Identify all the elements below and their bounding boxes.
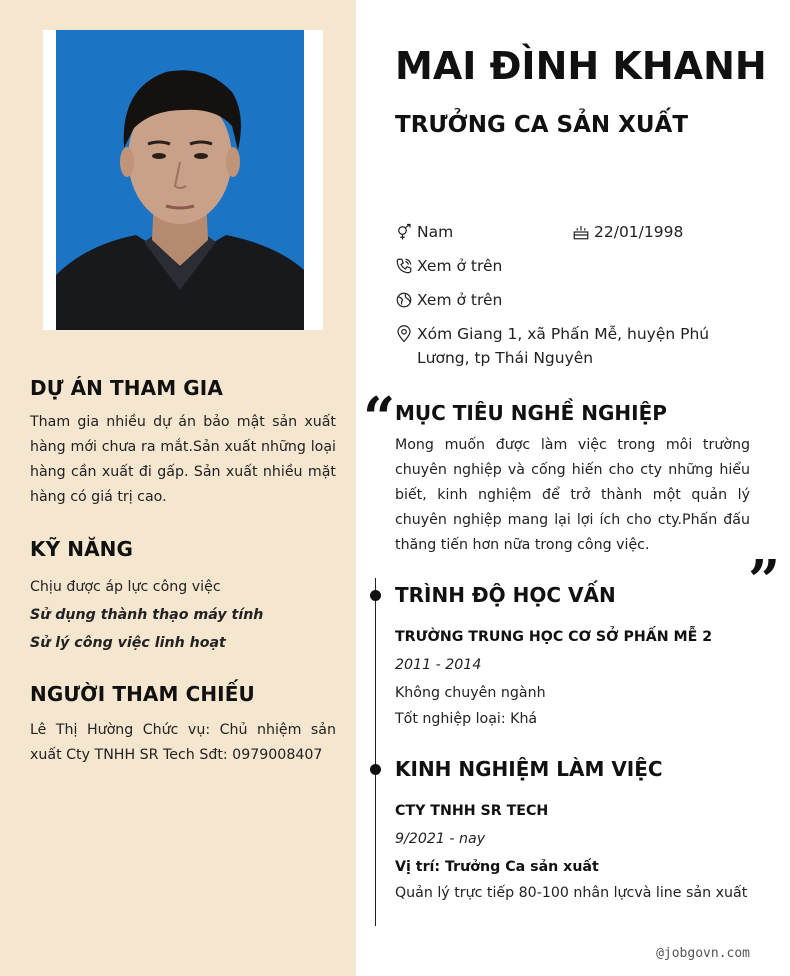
education-major: Không chuyên ngành <box>395 685 546 701</box>
birthdate-value: 22/01/1998 <box>594 223 684 241</box>
watermark: @jobgovn.com <box>656 946 750 961</box>
candidate-role: TRƯỞNG CA SẢN XUẤT <box>395 112 689 138</box>
candidate-name: MAI ĐÌNH KHANH <box>395 44 767 88</box>
globe-icon <box>395 288 417 312</box>
experience-description: Quản lý trực tiếp 80-100 nhân lựcvà line sản xuất <box>395 885 748 901</box>
email-info <box>395 288 502 312</box>
email-value: Xem ở trên <box>417 291 503 309</box>
education-school: TRƯỜNG TRUNG HỌC CƠ SỞ PHẤN MỄ 2 <box>395 629 713 645</box>
skills-section <box>30 537 336 657</box>
right-column <box>356 0 790 976</box>
education-title: TRÌNH ĐỘ HỌC VẤN <box>395 583 616 607</box>
education-grade: Tốt nghiệp loại: Khá <box>395 711 538 727</box>
profile-photo-frame <box>43 30 323 330</box>
gender-info <box>395 220 453 244</box>
projects-title: DỰ ÁN THAM GIA <box>30 376 223 400</box>
phone-value: Xem ở trên <box>417 257 503 275</box>
address-info <box>395 322 709 370</box>
gender-icon <box>395 220 417 244</box>
birthdate-info <box>572 220 683 244</box>
address-line-2: Lương, tp Thái Nguyên <box>417 349 594 367</box>
reference-section <box>30 682 336 768</box>
projects-text: Tham gia nhiều dự án bảo mật sản xuất hàng mới chưa ra mắt.Sản xuất những loại hàng cần xuất đi gấp. Sản xuất nhiều mặt hàng có giá trị cao. <box>30 414 336 505</box>
profile-photo <box>56 30 304 330</box>
close-quote-icon: ” <box>748 548 781 614</box>
timeline-dot <box>370 764 381 775</box>
skill-item: Sử dụng thành thạo máy tính <box>30 607 264 623</box>
phone-icon <box>395 254 417 278</box>
objective-title: MỤC TIÊU NGHỀ NGHIỆP <box>395 401 667 425</box>
experience-title: KINH NGHIỆM LÀM VIỆC <box>395 757 663 781</box>
timeline-dot <box>370 590 381 601</box>
gender-value: Nam <box>417 223 454 241</box>
skills-title: KỸ NĂNG <box>30 537 134 561</box>
skill-item: Chịu được áp lực công việc <box>30 579 221 595</box>
address-line-1: Xóm Giang 1, xã Phấn Mễ, huyện Phú <box>417 325 710 343</box>
projects-section <box>30 376 336 510</box>
cake-icon <box>572 220 594 244</box>
open-quote-icon: “ <box>363 385 396 451</box>
location-pin-icon <box>395 322 417 346</box>
education-period: 2011 - 2014 <box>395 657 482 673</box>
phone-info <box>395 254 502 278</box>
experience-position: Vị trí: Trưởng Ca sản xuất <box>395 859 599 875</box>
experience-period: 9/2021 - nay <box>395 831 486 847</box>
objective-text: Mong muốn được làm việc trong môi trường chuyên nghiệp và cống hiến cho cty những hiểu biết, kinh nghiệm để trở thành một quản lý chuyên nghiệp mang lại lợi ích cho cty.Phấn đấu thăng tiến hơn nữa trong công việc. <box>395 437 750 553</box>
reference-text: Lê Thị Hường Chức vụ: Chủ nhiệm sản xuất Cty TNHH SR Tech Sđt: 0979008407 <box>30 722 336 763</box>
skill-item: Sử lý công việc linh hoạt <box>30 635 226 651</box>
left-column <box>0 0 356 976</box>
reference-title: NGƯỜI THAM CHIẾU <box>30 682 255 706</box>
timeline-line <box>375 578 376 926</box>
experience-company: CTY TNHH SR TECH <box>395 803 549 819</box>
